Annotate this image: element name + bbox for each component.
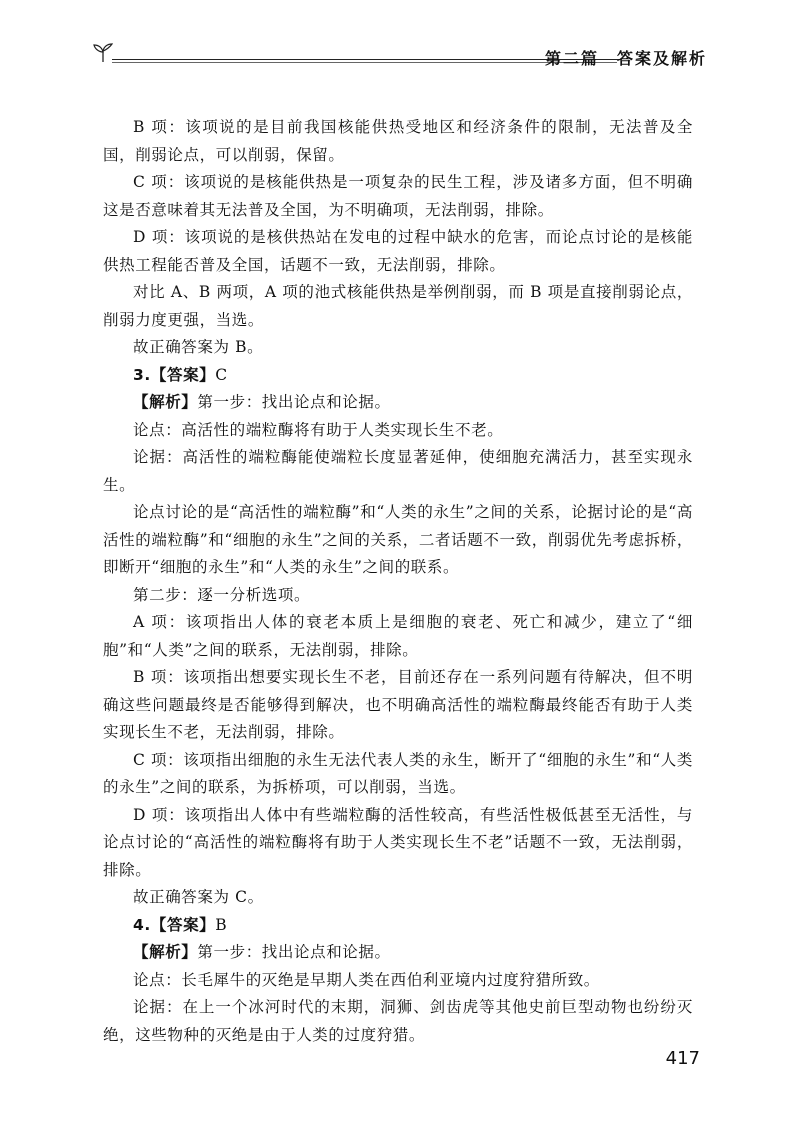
page-number: 417 [665, 1048, 700, 1069]
paragraph-label: 3.【答案】 [133, 365, 216, 384]
paragraph [103, 664, 693, 747]
paragraph [103, 417, 693, 445]
paragraph [103, 884, 693, 912]
paragraph-label: 【解析】 [133, 943, 198, 961]
paragraph [103, 389, 693, 417]
paragraph-text: D 项：该项指出人体中有些端粒酶的活性较高，有些活性极低甚至无活性，与论点讨论的“高活性的端粒酶将有助于人类实现长生不老”话题不一致，无法削弱，排除。 [103, 805, 693, 879]
paragraph [103, 169, 693, 224]
paragraph-text: C [215, 365, 228, 384]
paragraph [103, 224, 693, 279]
paragraph-label: 4.【答案】 [133, 915, 216, 934]
paragraph-text: 故正确答案为 B。 [133, 338, 264, 356]
header-rule-thin [112, 62, 617, 63]
paragraph-text: C 项：该项说的是核能供热是一项复杂的民生工程，涉及诸多方面，但不明确这是否意味着其无法普及全国，为不明确项，无法削弱，排除。 [103, 173, 693, 219]
paragraph [103, 939, 693, 967]
paragraph-text: 第二步：逐一分析选项。 [133, 585, 311, 604]
paragraph [103, 747, 693, 802]
paragraph-text: 论点讨论的是“高活性的端粒酶”和“人类的永生”之间的关系，论据讨论的是“高活性的端粒酶”和“细胞的永生”之间的关系，二者话题不一致，削弱优先考虑拆桥，即断开“细胞的永生”和“人类的永生”之间的联系。 [103, 503, 693, 576]
paragraph-label: 【解析】 [133, 393, 198, 411]
paragraph [103, 609, 693, 664]
header-title: 第二篇 答案及解析 [544, 49, 707, 68]
paragraph [103, 114, 693, 169]
paragraph-text: 论点：长毛犀牛的灭绝是早期人类在西伯利亚境内过度狩猎所致。 [133, 970, 600, 989]
paragraph-text: C 项：该项指出细胞的永生无法代表人类的永生，断开了“细胞的永生”和“人类的永生”之间的联系，为拆桥项，可以削弱，当选。 [103, 750, 693, 796]
page-body [103, 114, 693, 1049]
paragraph-text: A 项：该项指出人体的衰老本质上是细胞的衰老、死亡和减少，建立了“细胞”和“人类”之间的联系，无法削弱，排除。 [103, 613, 693, 659]
paragraph-text: 第一步：找出论点和论据。 [197, 393, 391, 411]
paragraph-text: 论据：在上一个冰河时代的末期，洞狮、剑齿虎等其他史前巨型动物也纷纷灭绝，这些物种的灭绝是由于人类的过度狩猎。 [103, 998, 693, 1044]
paragraph [103, 362, 693, 390]
paragraph-text: 论据：高活性的端粒酶能使端粒长度显著延伸，使细胞充满活力，甚至实现永生。 [103, 448, 693, 494]
paragraph-text: 对比 A、B 两项，A 项的池式核能供热是举例削弱，而 B 项是直接削弱论点，削弱力度更强，当选。 [103, 283, 693, 329]
paragraph-text: 故正确答案为 C。 [133, 888, 264, 906]
paragraph [103, 582, 693, 610]
paragraph [103, 334, 693, 362]
paragraph-text: B 项：该项说的是目前我国核能供热受地区和经济条件的限制，无法普及全国，削弱论点，可以削弱，保留。 [103, 118, 693, 164]
paragraph [103, 967, 693, 995]
paragraph [103, 802, 693, 885]
sprout-icon [92, 42, 114, 64]
paragraph [103, 499, 693, 582]
page-header [92, 38, 707, 78]
paragraph-text: D 项：该项说的是核供热站在发电的过程中缺水的危害，而论点讨论的是核能供热工程能否普及全国，话题不一致，无法削弱，排除。 [103, 228, 693, 274]
paragraph-text: 第一步：找出论点和论据。 [197, 943, 391, 961]
paragraph-text: B 项：该项指出想要实现长生不老，目前还存在一系列问题有待解决，但不明确这些问题最终是否能够得到解决，也不明确高活性的端粒酶最终能否有助于人类实现长生不老，无法削弱，排除。 [103, 668, 693, 741]
paragraph [103, 912, 693, 940]
paragraph-text: B [215, 915, 228, 934]
paragraph-text: 论点：高活性的端粒酶将有助于人类实现长生不老。 [133, 420, 504, 439]
paragraph [103, 994, 693, 1049]
paragraph [103, 444, 693, 499]
paragraph [103, 279, 693, 334]
